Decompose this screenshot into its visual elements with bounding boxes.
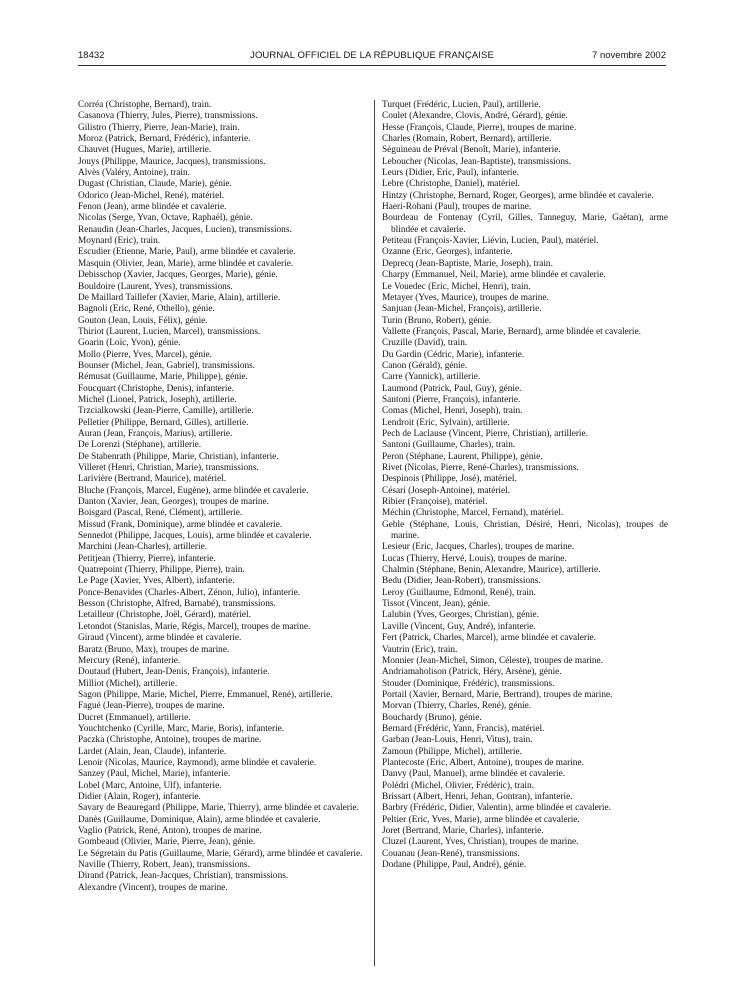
list-item: Goarin (Loïc, Yvon), génie. [78,338,181,349]
list-item: Deprecq (Jean-Baptiste, Marie, Joseph), train. [382,258,553,269]
list-item: Odorico (Jean-Michel, René), matériel. [78,190,225,201]
list-item: Leboucher (Nicolas, Jean-Baptiste), transmissions. [382,156,571,167]
list-item: Vallette (François, Pascal, Marie, Bernard), arme blindée et cavalerie. [382,326,641,337]
list-item: Alvès (Valéry, Antoine), train. [78,168,190,179]
list-item: Sanjuan (Jean-Michel, François), artillerie. [382,304,542,315]
list-item: Letailleur (Christophe, Joël, Gérard), matériel. [78,610,251,621]
list-item: Danton (Xavier, Jean, Georges), troupes de marine. [78,497,270,508]
list-item: Gilistro (Thierry, Pierre, Jean-Marie), train. [78,122,240,133]
list-item: Baratz (Bruno, Max), troupes de marine. [78,644,230,655]
list-item: De Stabenrath (Philippe, Marie, Christian), infanterie. [78,451,279,462]
list-item: Plantecoste (Eric, Albert, Antoine), troupes de marine. [382,757,584,768]
list-item: Thiriot (Laurent, Lucien, Marcel), transmissions. [78,326,261,337]
list-item: Chalmin (Stéphane, Benin, Alexandre, Maurice), artillerie. [382,565,601,576]
list-item: Lalubin (Yves, Georges, Christian), génie. [382,610,539,621]
list-item: Debisschop (Xavier, Jacques, Georges, Marie), génie. [78,270,278,281]
list-item: Le Ségretain du Patis (Guillaume, Marie, Gérard), arme blindée et cavalerie. [78,848,363,859]
list-item: Bernard (Frédéric, Yann, Francis), matériel. [382,723,545,734]
list-item: Rivet (Nicolas, Pierre, René-Charles), transmissions. [382,463,579,473]
list-item: Tissot (Vincent, Jean), génie. [382,599,491,610]
list-item: Milliot (Michel), artillerie. [78,678,178,689]
list-item: Bouchardy (Bruno), génie. [382,712,482,723]
list-item: Charles (Romain, Robert, Bernard), artillerie. [382,134,552,145]
list-item: Villeret (Henri, Christian, Marie), transmissions. [78,463,259,473]
list-item: Du Gardin (Cédric, Marie), infanterie. [382,349,525,360]
column-divider [374,100,375,966]
list-item: Geble (Stéphane, Louis, Christian, Désiré, Henri, Nicolas), troupes de marine. [382,519,668,542]
list-item: Auran (Jean, François, Marius), artillerie. [78,428,233,439]
list-item: Sanzey (Paul, Michel, Marie), infanterie. [78,769,231,780]
list-item: Cluzel (Laurent, Yves, Christian), troupes de marine. [382,837,579,848]
list-item: Ponce-Benavides (Charles-Albert, Zénon, Julio), infanterie. [78,587,301,598]
list-item: Santoni (Guillaume, Charles), train. [382,440,516,451]
right-column [382,100,668,871]
list-item: Leroy (Guillaume, Edmond, René), train. [382,587,536,598]
list-item: Lardet (Alain, Jean, Claude), infanterie. [78,746,227,757]
list-item: Carre (Yannick), artillerie. [382,372,481,383]
list-item: Barbry (Frédéric, Didier, Valentin), arme blindée et cavalerie. [382,803,611,814]
list-item: Bouldoire (Laurent, Yves), transmissions. [78,281,233,292]
list-item: Moroz (Patrick, Bernard, Frédéric), infanterie. [78,134,251,145]
journal-title: JOURNAL OFFICIEL DE LA RÉPUBLIQUE FRANÇAISE [250,50,494,61]
list-item: Doutaud (Hubert, Jean-Denis, François), infanterie. [78,667,270,678]
list-item: Masquin (Olivier, Jean, Marie), arme blindée et cavalerie. [78,258,294,269]
list-item: Paczka (Christophe, Antoine), troupes de marine. [78,735,262,746]
list-item: Sennedot (Philippe, Jacques, Louis), arme blindée et cavalerie. [78,531,312,542]
list-item: Bourdeau de Fontenay (Cyril, Gilles, Tanneguy, Marie, Gaëtan), arme blindée et cavalerie. [382,213,668,235]
list-item: Didier (Alain, Roger), infanterie. [78,791,201,802]
list-item: Vautrin (Eric), train. [382,644,458,655]
list-item: Cruzille (David), train. [382,338,468,349]
list-item: Charpy (Emmanuel, Neil, Marie), arme blindée et cavalerie. [382,270,606,281]
list-item: Turquet (Frédéric, Lucien, Paul), artillerie. [382,100,541,110]
list-item: Corréa (Christophe, Bernard), train. [78,100,212,110]
header-rule [78,65,666,66]
list-item: Fert (Patrick, Charles, Marcel), arme blindée et cavalerie. [382,633,596,644]
list-item: Quatrepoint (Thierry, Philippe, Pierre), train. [78,565,245,576]
list-item: Bedu (Didier, Jean-Robert), transmissions. [382,576,541,587]
list-item: Méchin (Christophe, Marcel, Fernand), matériel. [382,508,564,519]
list-item: Polédri (Michel, Olivier, Frédéric), train. [382,780,534,791]
list-item: Monnier (Jean-Michel, Simon, Céleste), troupes de marine. [382,655,604,666]
list-item: Lobel (Marc, Antoine, Ulf), infanterie. [78,780,222,791]
list-item: Lendroit (Eric, Sylvain), artillerie. [382,417,510,428]
list-item: Moynard (Eric), train. [78,236,161,247]
list-item: Vaglio (Patrick, René, Anton), troupes de marine. [78,826,262,836]
list-item: Renaudin (Jean-Charles, Jacques, Lucien), transmissions. [78,224,292,235]
list-item: Besson (Christophe, Alfred, Barnabé), transmissions. [78,599,276,610]
list-item: Despinois (Philippe, José), matériel. [382,474,517,485]
list-item: Andriamaholison (Patrick, Héry, Arsène), génie. [382,667,562,678]
list-item: Santoni (Pierre, François), infanterie. [382,394,521,405]
list-item: Peltier (Eric, Yves, Marie), arme blindée et cavalerie. [382,814,580,825]
list-item: Bagnoli (Eric, René, Othello), génie. [78,304,215,315]
list-item: Escudier (Etienne, Marie, Paul), arme blindée et cavalerie. [78,247,296,258]
list-item: Metayer (Yves, Maurice), troupes de marine. [382,292,549,303]
list-item: Lesieur (Eric, Jacques, Charles), troupes de marine. [382,542,575,553]
list-item: Danès (Guillaume, Dominique, Alain), arme blindée et cavalerie. [78,814,321,825]
list-item: Séguineau de Préval (Benoît, Marie), infanterie. [382,145,561,156]
list-item: Canon (Gérald), génie. [382,360,468,371]
list-item: Naville (Thierry, Robert, Jean), transmissions. [78,860,250,871]
list-item: Brissart (Albert, Henri, Jehan, Gontran), infanterie. [382,791,573,802]
list-item: De Lorenzi (Stéphane), artillerie. [78,440,202,451]
list-item: Savary de Beauregard (Philippe, Marie, Thierry), arme blindée et cavalerie. [78,803,359,814]
list-item: Lenoir (Nicolas, Maurice, Raymond), arme blindée et cavalerie. [78,757,317,768]
list-item: Giraud (Vincent), arme blindée et cavalerie. [78,633,242,644]
list-item: Gombeaud (Olivier, Marie, Pierre, Jean), génie. [78,837,256,848]
list-item: Danvy (Paul, Manuel), arme blindée et cavalerie. [382,769,566,780]
list-item: Hesse (François, Claude, Pierre), troupes de marine. [382,122,577,133]
list-item: Missud (Frank, Dominique), arme blindée et cavalerie. [78,519,283,530]
list-item: Nicolas (Serge, Yvan, Octave, Raphaël), génie. [78,213,253,224]
list-item: Lebre (Christophe, Daniel), matériel. [382,179,520,190]
list-item: Bluche (François, Marcel, Eugène), arme blindée et cavalerie. [78,485,309,496]
list-item: Ducret (Emmanuel), artillerie. [78,712,191,723]
list-item: Fenon (Jean), arme blindée et cavalerie. [78,202,227,213]
list-item: Trzcialkowski (Jean-Pierre, Camille), artillerie. [78,406,254,417]
list-item: Joret (Bertrand, Marie, Charles), infanterie. [382,826,544,836]
list-item: Le Page (Xavier, Yves, Albert), infanterie. [78,576,235,587]
list-item: Fagué (Jean-Pierre), troupes de marine. [78,701,225,712]
list-item: Leurs (Didier, Eric, Paul), infanterie. [382,168,519,179]
list-item: Bounser (Michel, Jean, Gabriel), transmissions. [78,360,256,371]
list-item: Gouton (Jean, Louis, Félix), génie. [78,315,208,326]
list-item: Mercury (René), infanterie. [78,655,181,666]
list-item: Peron (Stéphane, Laurent, Philippe), génie. [382,451,543,462]
list-item: Laumond (Patrick, Paul, Guy), génie. [382,383,522,394]
list-item: Sagon (Philippe, Marie, Michel, Pierre, Emmanuel, René), artillerie. [78,689,333,700]
list-item: Petiteau (François-Xavier, Liévin, Lucien, Paul), matériel. [382,236,599,247]
list-item: Pelletier (Philippe, Bernard, Gilles), artillerie. [78,417,249,428]
list-item: Pech de Laclause (Vincent, Pierre, Christian), artillerie. [382,428,588,439]
list-item: Dirand (Patrick, Jean-Jacques, Christian), transmissions. [78,871,289,882]
list-item: Comas (Michel, Henri, Joseph), train. [382,406,523,417]
list-item: Mollo (Pierre, Yves, Marcel), génie. [78,349,213,360]
list-item: Couanau (Jean-René), transmissions. [382,848,520,859]
page-header [78,49,666,63]
list-item: Zamoun (Philippe, Michel), artillerie. [382,746,522,757]
left-column [78,100,365,894]
list-item: Turin (Bruno, Robert), génie. [382,315,492,326]
list-item: Michel (Lionel, Patrick, Joseph), artillerie. [78,394,237,405]
list-item: Chauvet (Hugues, Marie), artillerie. [78,145,212,156]
list-item: Césari (Joseph-Antoine), matériel. [382,485,511,496]
list-item: Lucas (Thierry, Hervé, Louis), troupes de marine. [382,553,567,564]
list-item: Garban (Jean-Louis, Henri, Vitus), train. [382,735,533,746]
list-item: De Maillard Taillefer (Xavier, Marie, Alain), artillerie. [78,292,281,303]
list-item: Ribier (Françoise), matériel. [382,497,488,508]
list-item: Hintzy (Christophe, Bernard, Roger, Georges), arme blindée et cavalerie. [382,190,654,201]
list-item: Alexandre (Vincent), troupes de marine. [78,882,228,893]
list-item: Ozanne (Eric, Georges), infanterie. [382,247,513,258]
list-item: Boisgard (Pascal, René, Clément), artillerie. [78,508,243,519]
list-item: Coulet (Alexandre, Clovis, André, Gérard), génie. [382,111,568,122]
publication-date: 7 novembre 2002 [592,50,666,61]
list-item: Jouys (Philippe, Maurice, Jacques), transmissions. [78,156,266,167]
list-item: Dodane (Philippe, Paul, André), génie. [382,860,527,871]
list-item: Petitjean (Thierry, Pierre), infanterie. [78,553,216,564]
list-item: Laville (Vincent, Guy, André), infanterie. [382,621,536,632]
list-item: Larivière (Bertrand, Maurice), matériel. [78,474,227,485]
list-item: Rémusat (Guillaume, Marie, Philippe), génie. [78,372,248,383]
list-item: Letondot (Stanislas, Marie, Régis, Marcel), troupes de marine. [78,621,311,632]
list-item: Le Vouedec (Eric, Michel, Henri), train. [382,281,531,292]
list-item: Portail (Xavier, Bernard, Marie, Bertrand), troupes de marine. [382,689,613,700]
list-item: Marchini (Jean-Charles), artillerie. [78,542,208,553]
list-item: Morvan (Thierry, Charles, René), génie. [382,701,532,712]
list-item: Stouder (Dominique, Frédéric), transmissions. [382,678,555,689]
list-item: Casanova (Thierry, Jules, Pierre), transmissions. [78,111,258,122]
list-item: Haeri-Rohani (Paul), troupes de marine. [382,202,532,213]
list-item: Youchtchenko (Cyrille, Marc, Marie, Boris), infanterie. [78,723,285,734]
page-number: 18432 [78,50,105,61]
list-item: Foucquart (Christophe, Denis), infanterie. [78,383,234,394]
list-item: Dugast (Christian, Claude, Marie), génie. [78,179,232,190]
